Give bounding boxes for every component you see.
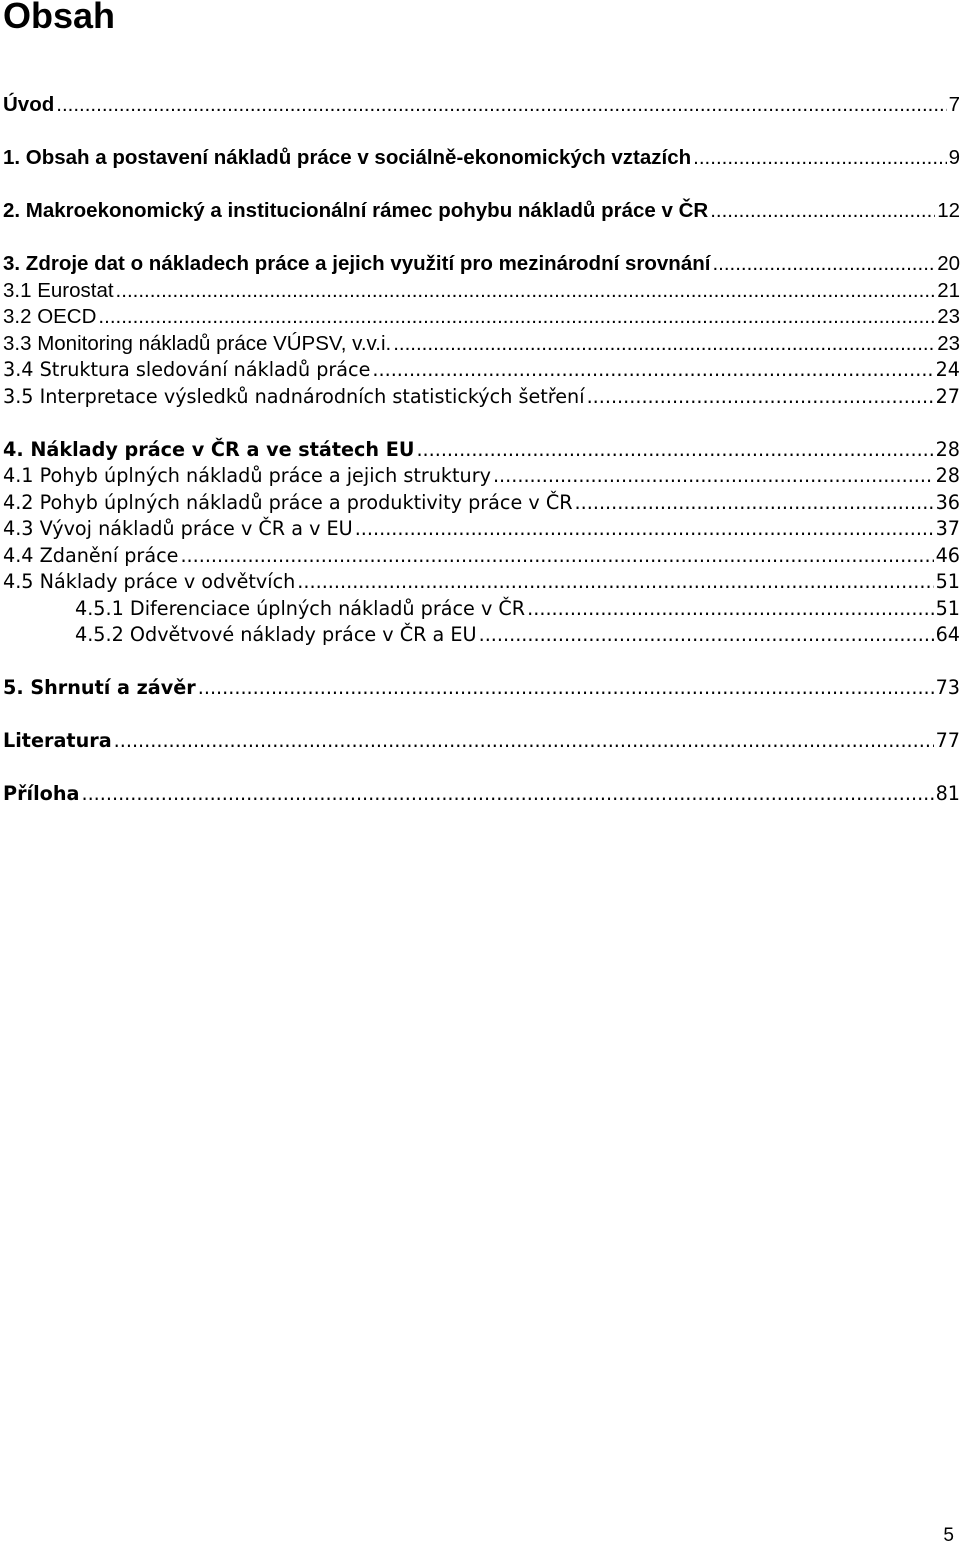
toc-entry-label: 4.5 Náklady práce v odvětvích — [3, 570, 296, 593]
toc-page-number: 24 — [935, 358, 960, 381]
toc-entry-label: 4.4 Zdanění práce — [3, 543, 179, 567]
toc-leader-dots — [98, 304, 935, 331]
toc-entry-4-5-2[interactable] — [3, 622, 960, 649]
toc-leader-dots — [81, 781, 933, 808]
toc-entry-label: Literatura — [3, 729, 112, 752]
toc-page-number: 81 — [935, 782, 960, 805]
toc-entry-4-5[interactable] — [3, 569, 960, 596]
toc-page-number: 28 — [935, 464, 960, 487]
toc-entry-3-4[interactable] — [3, 357, 960, 384]
toc-entry-chapter-1[interactable] — [3, 145, 960, 172]
toc-entry-chapter-4[interactable] — [3, 437, 960, 464]
toc-page-number: 20 — [937, 252, 960, 275]
toc-page-number: 23 — [937, 331, 960, 355]
toc-page-number: 46 — [935, 543, 960, 567]
toc-page-number: 77 — [935, 729, 960, 752]
toc-leader-dots — [355, 516, 934, 543]
toc-page-number: 51 — [935, 570, 960, 593]
toc-entry-label: 4.2 Pohyb úplných nákladů práce a produktivity práce v ČR — [3, 490, 573, 514]
toc-page-number: 9 — [948, 146, 960, 169]
toc-entry-priloha[interactable] — [3, 781, 960, 808]
toc-leader-dots — [527, 596, 933, 623]
toc-entry-3-2[interactable] — [3, 304, 960, 331]
toc-entry-label: 4.5.2 Odvětvové náklady práce v ČR a EU — [75, 623, 477, 646]
toc-leader-dots — [710, 198, 935, 225]
toc-entry-label: 5. Shrnutí a závěr — [3, 676, 196, 699]
toc-entry-label: 2. Makroekonomický a institucionální rámec pohybu nákladů práce v ČR — [3, 199, 709, 222]
toc-page-number: 21 — [937, 278, 960, 302]
toc-page-number: 64 — [935, 623, 960, 646]
toc-entry-4-5-1[interactable] — [3, 596, 960, 623]
toc-entry-4-1[interactable] — [3, 463, 960, 490]
toc-entry-chapter-3[interactable] — [3, 251, 960, 278]
toc-entry-label: 3.2 OECD — [3, 305, 97, 328]
toc-page-number: 73 — [935, 676, 960, 699]
toc-leader-dots — [116, 278, 936, 305]
page-title: Obsah — [3, 0, 116, 36]
toc-page-number: 12 — [937, 199, 960, 222]
toc-entry-uvod[interactable] — [3, 92, 960, 119]
toc-leader-dots — [56, 92, 946, 119]
toc-page-number: 27 — [935, 384, 960, 408]
toc-page-number: 23 — [937, 305, 960, 328]
toc-entry-chapter-2[interactable] — [3, 198, 960, 225]
toc-entry-chapter-5[interactable] — [3, 675, 960, 702]
toc-entry-label: 3.1 Eurostat — [3, 278, 114, 302]
toc-leader-dots — [493, 463, 934, 490]
toc-entry-4-2[interactable] — [3, 490, 960, 517]
toc-page-number: 28 — [935, 437, 960, 461]
toc-leader-dots — [575, 490, 934, 517]
toc-entry-4-4[interactable] — [3, 543, 960, 570]
toc-entry-label: 1. Obsah a postavení nákladů práce v sociálně-ekonomických vztazích — [3, 146, 692, 169]
toc-page-number: 7 — [948, 93, 960, 116]
toc-leader-dots — [712, 251, 935, 278]
toc-entry-3-5[interactable] — [3, 384, 960, 411]
toc-entry-label: Příloha — [3, 782, 80, 805]
toc-entry-label: 4. Náklady práce v ČR a ve státech EU — [3, 437, 415, 461]
toc-entry-label: 4.1 Pohyb úplných nákladů práce a jejich struktury — [3, 464, 491, 487]
toc-leader-dots — [372, 357, 933, 384]
toc-entry-4-3[interactable] — [3, 516, 960, 543]
toc-entry-label: 3. Zdroje dat o nákladech práce a jejich využití pro mezinárodní srovnání — [3, 252, 711, 275]
toc-entry-3-1[interactable] — [3, 278, 960, 305]
toc-leader-dots — [297, 569, 933, 596]
toc-entry-3-3[interactable] — [3, 331, 960, 358]
page-footer-number: 5 — [943, 1525, 954, 1546]
toc-entry-label: 3.5 Interpretace výsledků nadnárodních statistických šetření — [3, 384, 585, 408]
toc-entry-label: 3.3 Monitoring nákladů práce VÚPSV, v.v.i. — [3, 331, 392, 355]
toc-entry-label: 4.3 Vývoj nákladů práce v ČR a v EU — [3, 517, 353, 540]
toc-entry-label: Úvod — [3, 93, 55, 116]
toc-leader-dots — [587, 384, 934, 411]
toc-leader-dots — [693, 145, 946, 172]
toc-page-number: 51 — [935, 596, 960, 620]
toc-leader-dots — [479, 622, 934, 649]
toc-page-number: 36 — [935, 490, 960, 514]
toc-leader-dots — [180, 543, 933, 570]
table-of-contents — [3, 92, 960, 808]
toc-leader-dots — [198, 675, 934, 702]
toc-entry-literatura[interactable] — [3, 728, 960, 755]
toc-entry-label: 4.5.1 Diferenciace úplných nákladů práce v ČR — [75, 596, 526, 620]
toc-leader-dots — [416, 437, 933, 464]
toc-leader-dots — [393, 331, 935, 358]
toc-entry-label: 3.4 Struktura sledování nákladů práce — [3, 358, 371, 381]
toc-leader-dots — [114, 728, 934, 755]
toc-page-number: 37 — [935, 517, 960, 540]
